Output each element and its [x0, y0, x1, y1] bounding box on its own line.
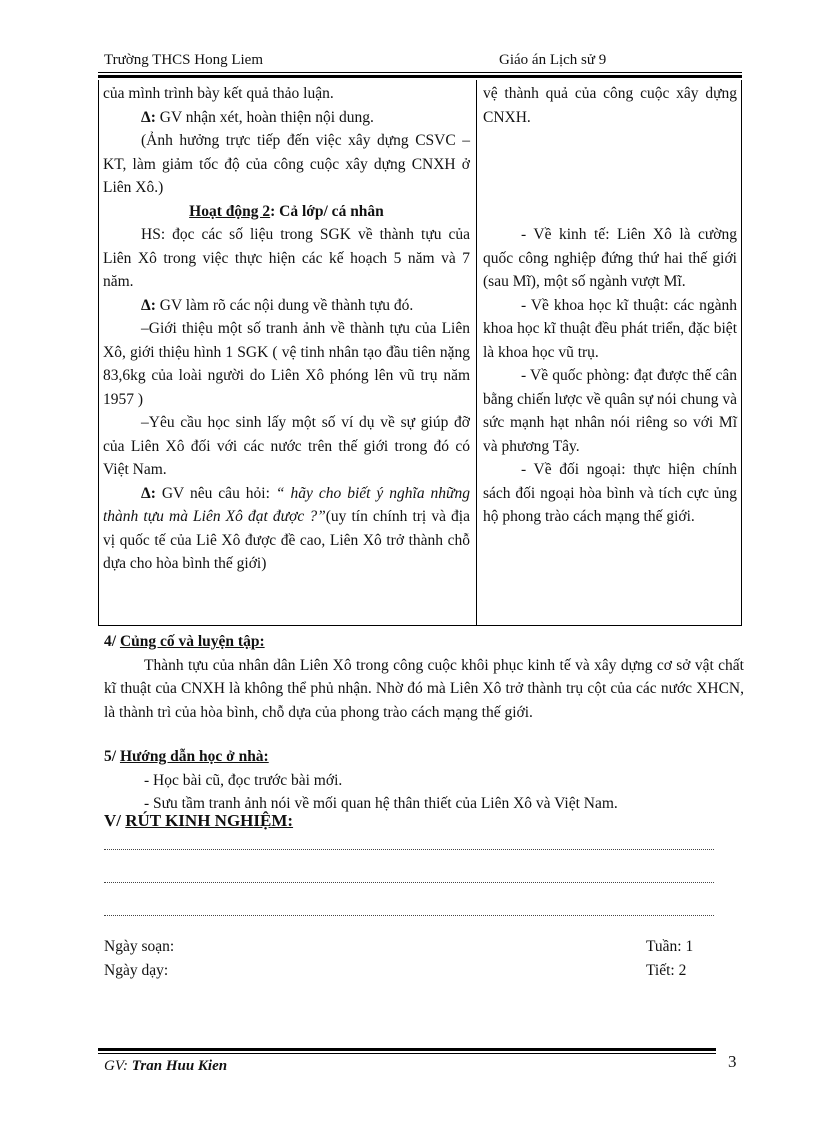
content-column — [483, 82, 737, 529]
right-defense: - Về quốc phòng: đạt được thế cân bằng chiến lược về quân sự nói chung và sức mạnh hạt nhân nói riêng so với Mĩ và phương Tây. — [483, 367, 737, 455]
delta-mark: Δ: — [141, 108, 156, 126]
meta-row-1 — [104, 938, 700, 956]
left-line-1: của mình trình bày kết quả thảo luận. — [103, 85, 334, 102]
section-4 — [104, 630, 744, 724]
week-label: Tuần: 1 — [646, 938, 694, 955]
teacher-label: GV: — [104, 1058, 132, 1074]
left-line-2-text: GV nhận xét, hoàn thiện nội dung. — [155, 108, 374, 126]
footer-rule-thin — [98, 1053, 716, 1054]
column-divider — [476, 80, 477, 625]
left-line-7: –Yêu cầu học sinh lấy một số ví dụ về sự giúp đỡ của Liên Xô đối với các nước trên thế giới trong đó có Việt Nam. — [103, 414, 470, 478]
page-footer — [104, 1058, 227, 1075]
lesson-table — [98, 80, 742, 626]
notes-line-3[interactable] — [104, 915, 714, 916]
section-5-number: 5/ — [104, 748, 120, 765]
left-line-5-text: GV làm rõ các nội dung về thành tựu đó. — [155, 296, 414, 314]
footer-rule-thick — [98, 1048, 716, 1051]
activity-title: Hoạt động 2 — [189, 202, 271, 220]
right-economy: - Về kinh tế: Liên Xô là cường quốc công nghiệp đứng thứ hai thế giới (sau Mĩ), một số ngành vượt Mĩ. — [483, 226, 737, 290]
section-4-text: Thành tựu của nhân dân Liên Xô trong công cuộc khôi phục kinh tế và xây dựng cơ sở vật chất kĩ thuật của CNXH là không thể phủ nhận. Nhờ đó mà Liên Xô trở thành trụ cột của các nước XHCN, là thành trì của hòa bình, chỗ dựa của phong trào cách mạng thế giới. — [104, 656, 744, 721]
meta-row-2 — [104, 962, 700, 980]
section-4-heading — [104, 630, 744, 654]
header-rule-thick — [98, 75, 742, 78]
question-answer: (uy tín chính trị và địa vị quốc tế của Liê Xô được đề cao, Liên Xô trở thành chỗ dựa cho hòa bình thế giới) — [103, 508, 470, 572]
right-science: - Về khoa học kĩ thuật: các ngành khoa học kĩ thuật đều phát triển, đặc biệt là khoa học vũ trụ. — [483, 296, 737, 361]
activities-column — [103, 82, 470, 576]
page-number: 3 — [728, 1052, 737, 1071]
homework-item-1: - Học bài cũ, đọc trước bài mới. — [144, 771, 343, 789]
left-line-8 — [103, 482, 470, 576]
spacer — [483, 129, 737, 223]
activity-subtitle: : Cả lớp/ cá nhân — [270, 202, 384, 220]
school-name: Trường THCS Hong Liem — [104, 52, 264, 68]
left-line-5 — [103, 294, 470, 318]
section-5-title: Hướng dẫn học ở nhà: — [119, 748, 269, 765]
notes-line-2[interactable] — [104, 882, 714, 883]
section-v-heading — [104, 811, 744, 831]
header-rule-thin — [98, 72, 742, 73]
section-4-number: 4/ — [104, 633, 120, 650]
left-line-6: –Giới thiệu một số tranh ảnh về thành tựu của Liên Xô, giới thiệu hình 1 SGK ( vệ tinh nhân tạo đầu tiên nặng 83,6kg của loài người do Liên Xô phóng lên vũ trụ năm 1957 ) — [103, 320, 470, 408]
period-label: Tiết: 2 — [646, 962, 687, 979]
question-intro: GV nêu câu hỏi: — [155, 484, 276, 502]
teach-date-label: Ngày dạy: — [104, 962, 169, 979]
teacher-name: Tran Huu Kien — [131, 1058, 228, 1074]
activity-heading — [103, 200, 470, 224]
subject-title: Giáo án Lịch sử 9 — [499, 52, 607, 68]
page-header — [104, 52, 740, 72]
left-line-3: (Ảnh hưởng trực tiếp đến việc xây dựng CSVC – KT, làm giảm tốc độ của công cuộc xây dựng CNXH ở Liên Xô.) — [103, 132, 470, 196]
notes-line-1[interactable] — [104, 849, 714, 850]
prep-date-label: Ngày soạn: — [104, 938, 175, 955]
homework-item-2: - Sưu tầm tranh ảnh nói về mối quan hệ thân thiết của Liên Xô và Việt Nam. — [144, 795, 618, 812]
left-line-2 — [103, 106, 470, 130]
section-5-heading — [104, 745, 744, 769]
delta-mark: Δ: — [141, 484, 156, 502]
section-v-title: RÚT KINH NGHIỆM: — [125, 811, 294, 830]
section-5 — [104, 745, 744, 816]
question-text: “ hãy cho biết ý nghĩa những thành tựu mà Liên Xô đạt được ?” — [103, 484, 471, 525]
section-4-title: Củng cố và luyện tập: — [119, 633, 265, 650]
left-line-4: HS: đọc các số liệu trong SGK về thành tựu của Liên Xô trong việc thực hiện các kế hoạch 5 năm và 7 năm. — [103, 226, 470, 290]
section-v-number: V/ — [104, 811, 126, 830]
right-foreign: - Về đối ngoại: thực hiện chính sách đối ngoại hòa bình và tích cực ủng hộ phong trào cách mạng thế giới. — [483, 461, 737, 525]
right-line-1: vệ thành quả của công cuộc xây dựng CNXH. — [483, 85, 737, 126]
delta-mark: Δ: — [141, 296, 156, 314]
